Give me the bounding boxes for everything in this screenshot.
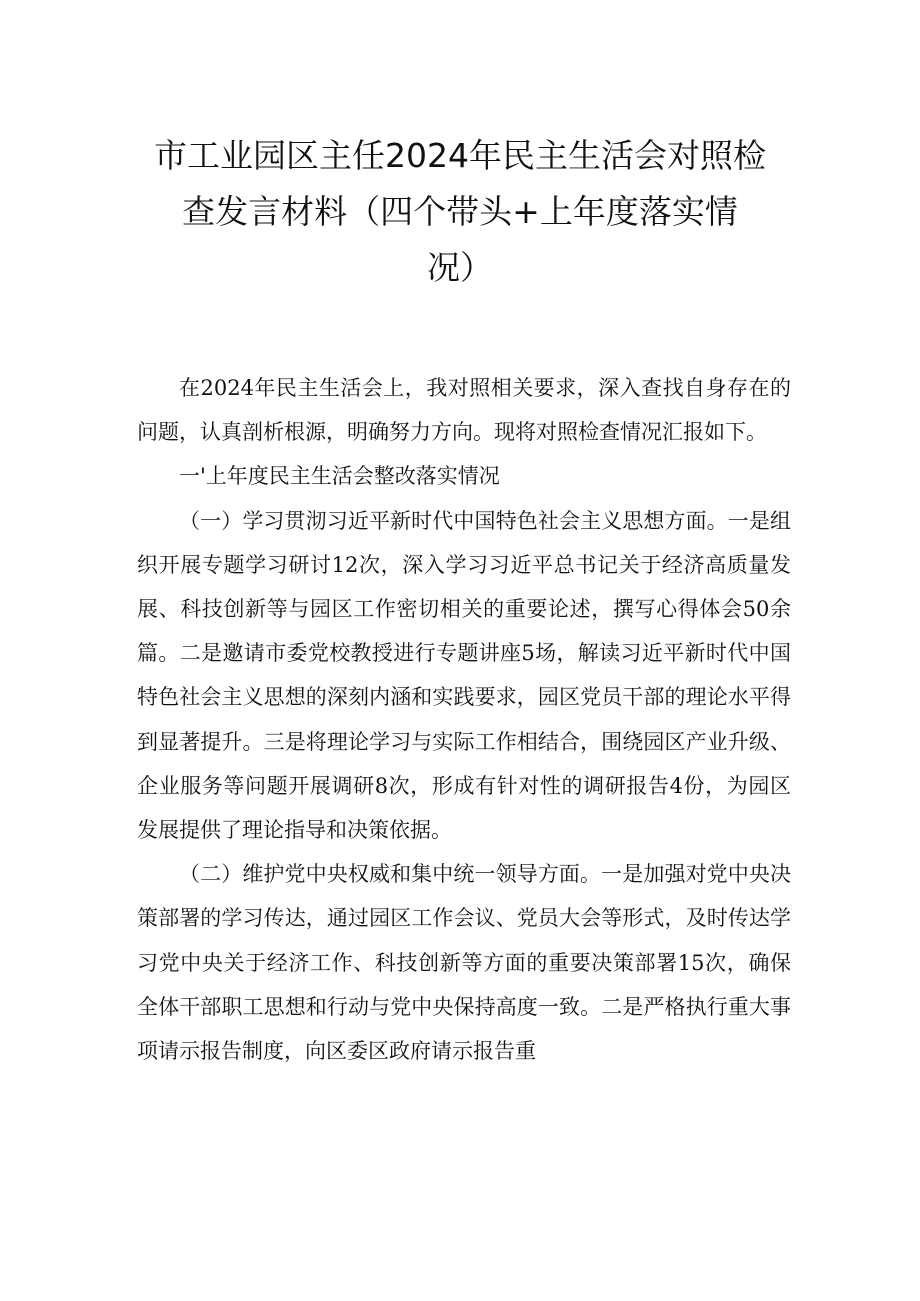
document-title (100, 128, 820, 296)
title-line-1: 市工业园区主任2024年民主生活会对照检 (154, 136, 766, 175)
intro-paragraph: 在2024年民主生活会上，我对照相关要求，深入查找自身存在的问题，认真剖析根源，明确努力方向。现将对照检查情况汇报如下。 (137, 376, 791, 445)
title-line-2: 查发言材料（四个带头+上年度落实情 (182, 192, 738, 231)
section-heading-1: 一'上年度民主生活会整改落实情况 (179, 464, 500, 489)
paragraph-authority: （二）维护党中央权威和集中统一领导方面。一是加强对党中央决策部署的学习传达，通过园区工作会议、党员大会等形式，及时传达学习党中央关于经济工作、科技创新等方面的重要决策部署15次，确保全体干部职工思想和行动与党中央保持高度一致。二是严格执行重大事项请示报告制度，向区委区政府请示报告重 (137, 862, 791, 1064)
title-line-3: 况） (427, 248, 493, 287)
paragraph-study: （一）学习贯沏习近平新时代中国特色社会主义思想方面。一是组织开展专题学习研讨12次，深入学习习近平总书记关于经济高质量发展、科技创新等与园区工作密切相关的重要论述，撰写心得体会50余篇。二是邀请市委党校教授进行专题讲座5场，解读习近平新时代中国特色社会主义思想的深刻内涵和实践要求，园区党员干部的理论水平得到显著提升。三是将理论学习与实际工作相结合，围绕园区产业升级、企业服务等问题开展调研8次，形成有针对性的调研报告4份，为园区发展提供了理论指导和决策依据。 (137, 508, 791, 843)
document-body (137, 366, 791, 1073)
